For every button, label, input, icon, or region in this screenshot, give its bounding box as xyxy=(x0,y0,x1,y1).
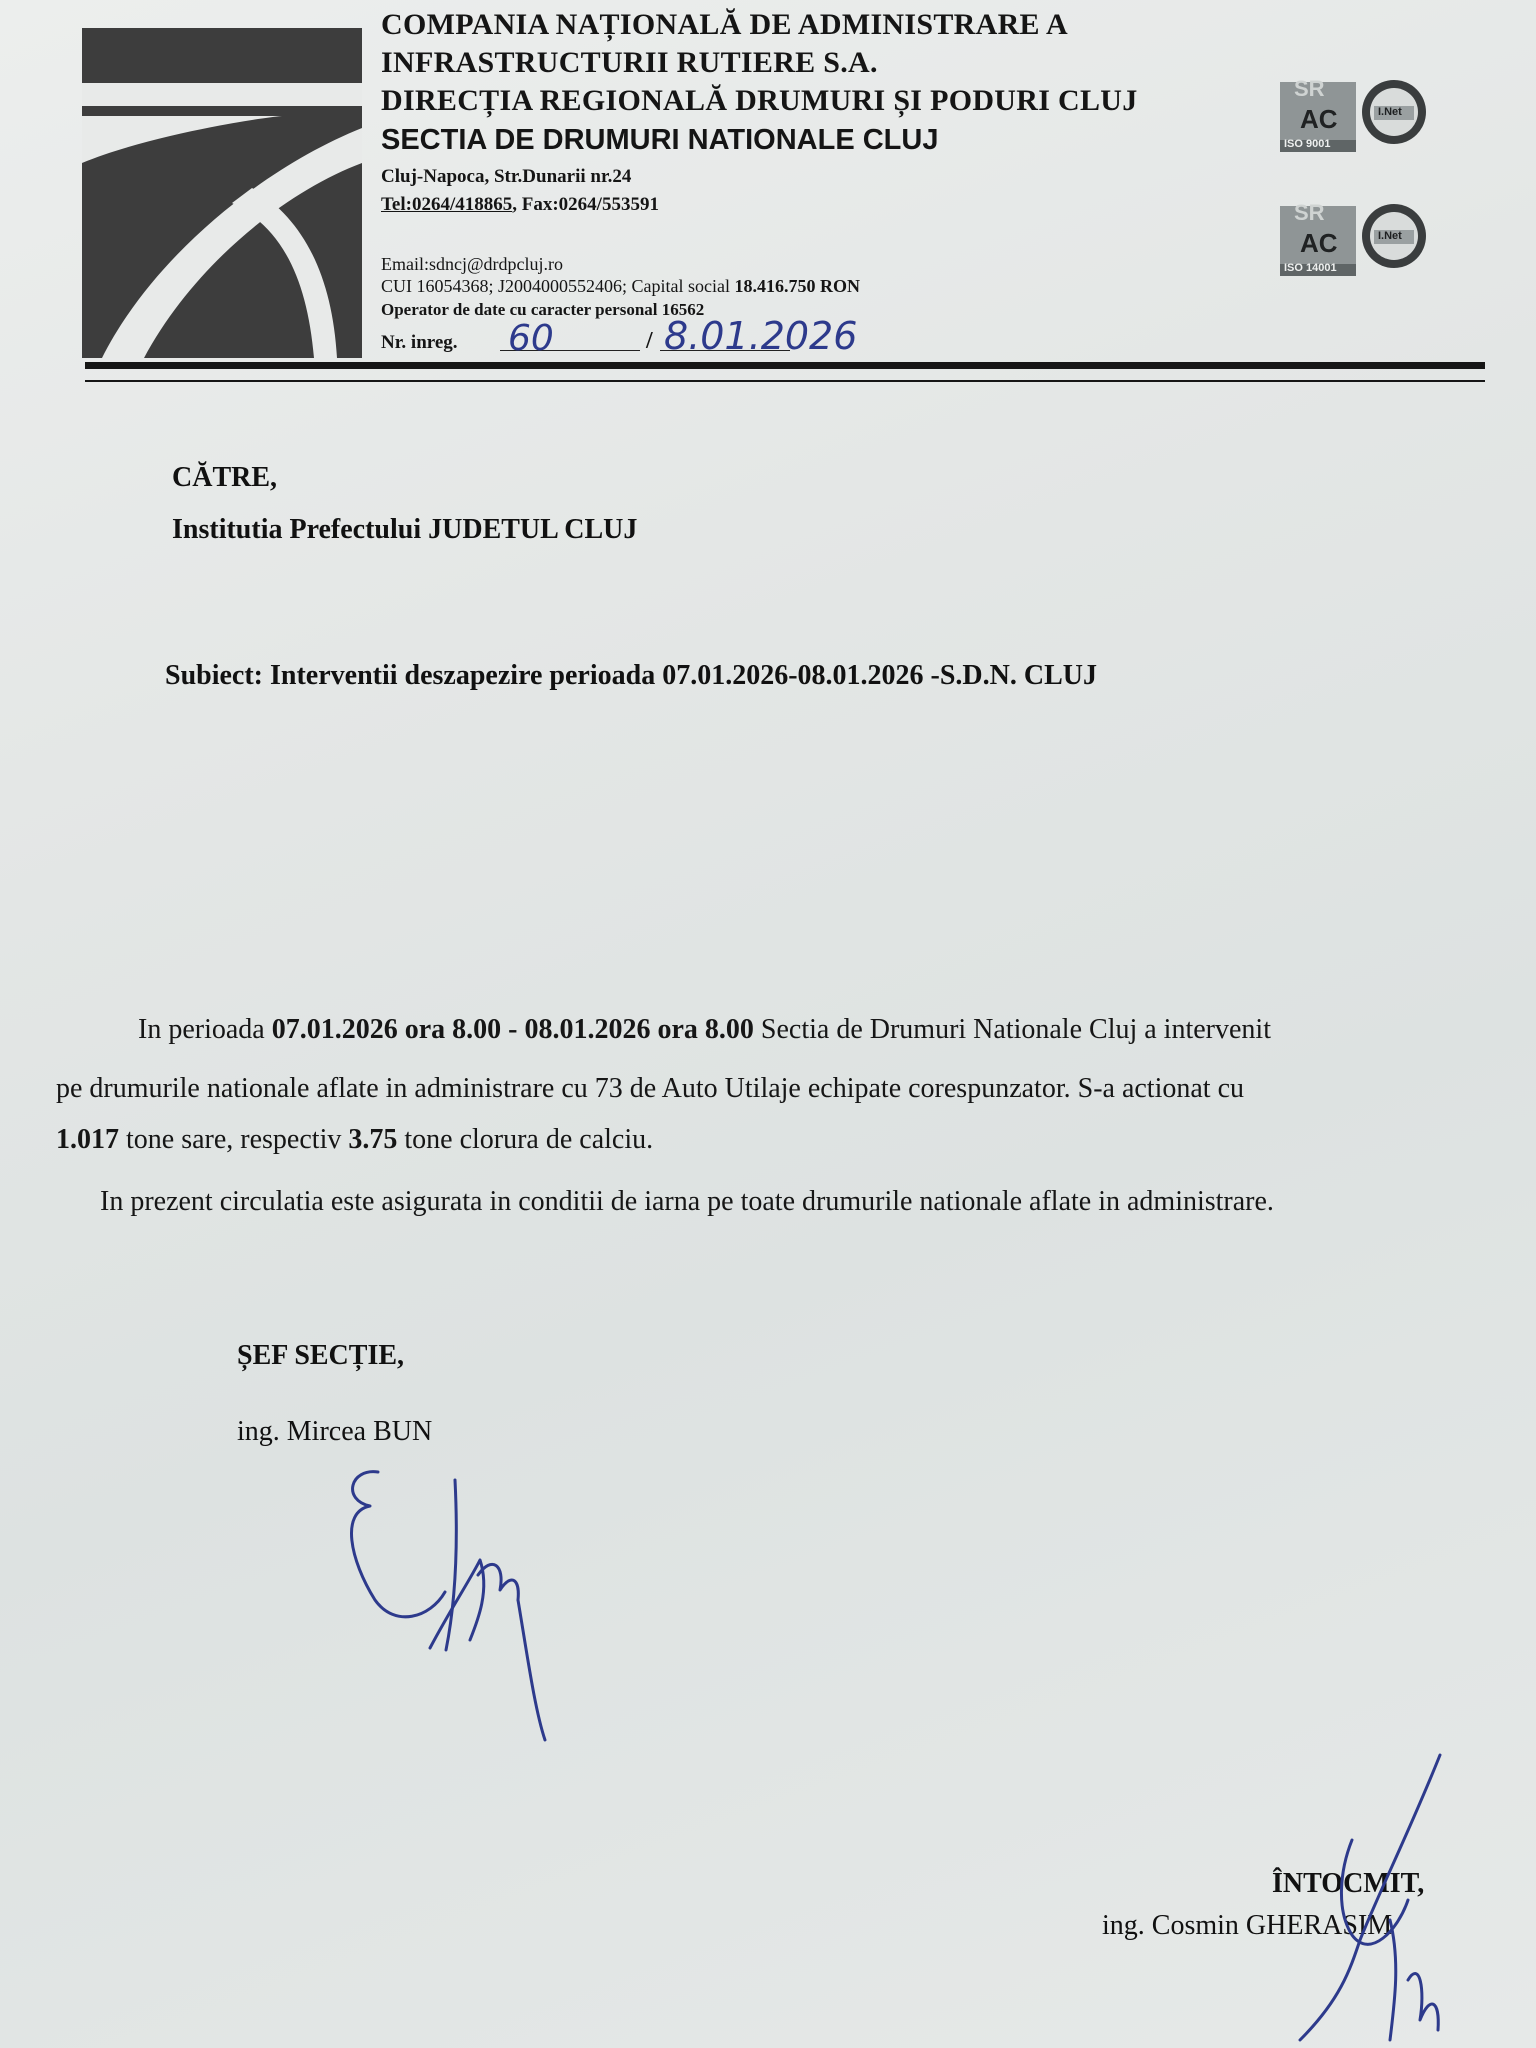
cui-prefix: CUI 16054368; J2004000552406; Capital social xyxy=(381,276,735,296)
body-paragraph-4: In prezent circulatia este asigurata in conditii de iarna pe toate drumurile nationale aflate in administrare. xyxy=(100,1186,1274,1217)
body-paragraph-3 xyxy=(56,1124,653,1156)
ac-text: AC xyxy=(1300,104,1338,134)
prepared-name: ing. Cosmin GHERASIM xyxy=(1102,1910,1393,1941)
prepared-title: ÎNTOCMIT, xyxy=(1272,1868,1425,1899)
subject-line: Subiect: Interventii deszapezire perioada 07.01.2026-08.01.2026 -S.D.N. CLUJ xyxy=(165,660,1097,691)
body-text: tone clorura de calciu. xyxy=(397,1124,654,1155)
cert-iso9001 xyxy=(1278,72,1438,162)
chief-name: ing. Mircea BUN xyxy=(237,1416,433,1447)
sr-text: SR xyxy=(1294,76,1325,101)
salt-amount: 1.017 xyxy=(56,1124,119,1155)
ac-text: AC xyxy=(1300,228,1338,258)
address: Cluj-Napoca, Str.Dunarii nr.24 xyxy=(381,166,632,187)
inet-text: I.Net xyxy=(1378,230,1402,242)
body-paragraph-2: pe drumurile nationale aflate in administrare cu 73 de Auto Utilaje echipate corespunzator. S-a actionat cu xyxy=(56,1073,1244,1104)
calcium-amount: 3.75 xyxy=(348,1124,398,1155)
nr-inreg-label: Nr. inreg. xyxy=(381,332,458,353)
body-text: tone sare, respectiv xyxy=(119,1124,349,1155)
body-text: Sectia de Drumuri Nationale Cluj a intervenit xyxy=(753,1014,1271,1045)
recipient-to: CĂTRE, xyxy=(172,462,278,493)
fax: , Fax:0264/553591 xyxy=(512,194,659,215)
company-name-line2: INFRASTRUCTURII RUTIERE S.A. xyxy=(381,46,878,79)
iso-text: ISO 14001 xyxy=(1284,262,1337,274)
section-name: SECTIA DE DRUMURI NATIONALE CLUJ xyxy=(381,124,939,156)
sr-text: SR xyxy=(1294,200,1325,225)
operator-line: Operator de date cu caracter personal 16562 xyxy=(381,300,705,319)
cert-iso14001 xyxy=(1278,196,1438,286)
header-rule-thin xyxy=(85,380,1485,382)
email: Email:sdncj@drdpcluj.ro xyxy=(381,254,564,274)
regional-direction: DIRECȚIA REGIONALĂ DRUMURI ȘI PODURI CLUJ xyxy=(381,84,1138,117)
body-text: In perioada xyxy=(138,1014,272,1045)
chief-title: ȘEF SECȚIE, xyxy=(237,1340,405,1371)
tel: Tel:0264/418865 xyxy=(381,194,513,215)
date-handwritten: 8.01.2026 xyxy=(664,314,858,358)
body-paragraph-1 xyxy=(138,1014,1271,1046)
period-bold: 07.01.2026 ora 8.00 - 08.01.2026 ora 8.00 xyxy=(271,1014,754,1045)
nr-inreg-handwritten: 60 xyxy=(508,318,554,359)
date-slash: / xyxy=(646,328,653,354)
recipient-institution: Institutia Prefectului JUDETUL CLUJ xyxy=(172,514,638,545)
cui-line xyxy=(381,276,860,297)
company-name-line1: COMPANIA NAȚIONALĂ DE ADMINISTRARE A xyxy=(381,8,1068,41)
inet-text: I.Net xyxy=(1378,106,1402,118)
company-logo xyxy=(82,28,362,358)
header-rule-thick xyxy=(85,362,1485,369)
cui-capital: 18.416.750 RON xyxy=(734,276,860,296)
iso-text: ISO 9001 xyxy=(1284,138,1331,150)
tel-fax xyxy=(381,194,659,216)
